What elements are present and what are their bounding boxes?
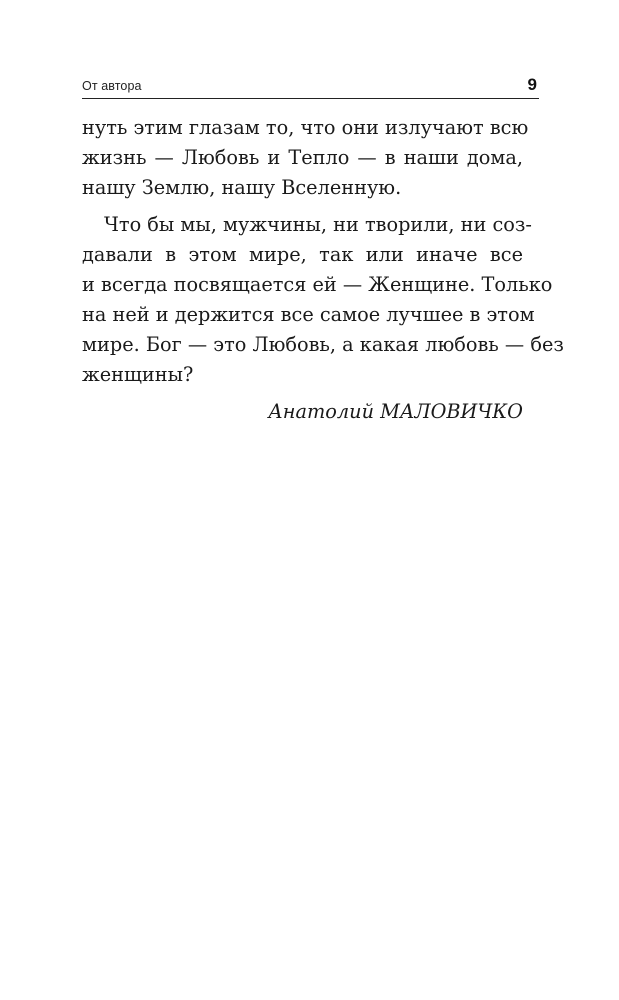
- running-header: [82, 76, 538, 98]
- text-line: жизнь — Любовь и Тепло — в наши дома,: [82, 146, 523, 169]
- header-divider: [82, 98, 539, 99]
- text-line: мире. Бог — это Любовь, а какая любовь — без: [82, 333, 564, 356]
- page-body: [82, 113, 564, 427]
- paragraph-1: [82, 113, 529, 203]
- paragraph-2: [82, 210, 564, 390]
- text-line: нуть этим глазам то, что они излучают всю: [82, 116, 529, 139]
- author-signature: Анатолий МАЛОВИЧКО: [268, 400, 523, 423]
- text-line: давали в этом мире, так или иначе все: [82, 243, 523, 266]
- page-number: 9: [527, 75, 537, 94]
- text-line: нашу Землю, нашу Вселенную.: [82, 176, 402, 199]
- chapter-title: От автора: [82, 79, 142, 93]
- text-line: женщины?: [82, 363, 194, 386]
- text-line: на ней и держится все самое лучшее в этом: [82, 303, 535, 326]
- text-line: и всегда посвящается ей — Женщине. Только: [82, 273, 553, 296]
- text-line: Что бы мы, мужчины, ни творили, ни соз-: [104, 213, 532, 236]
